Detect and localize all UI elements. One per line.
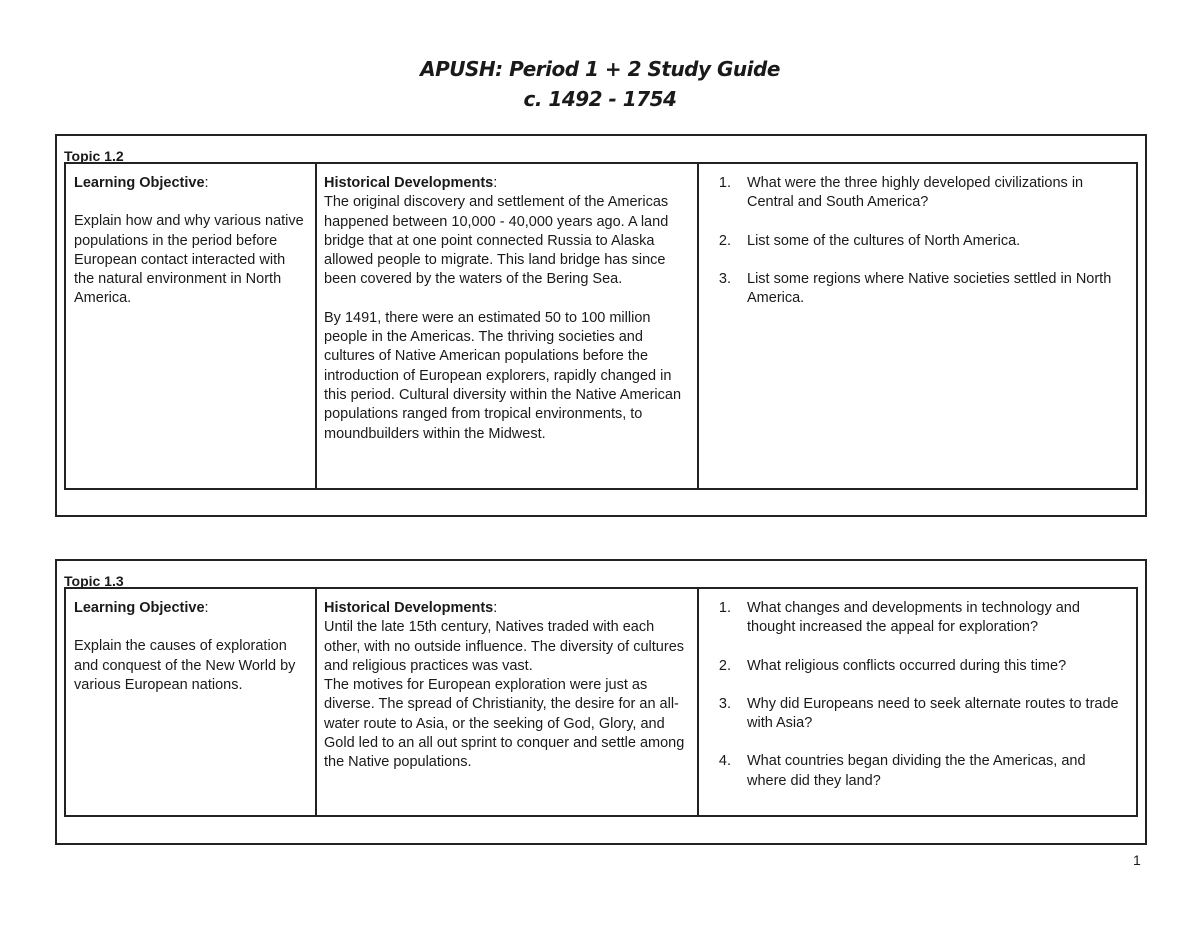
question-number: 4.	[718, 753, 731, 770]
learning-objective-heading: Learning Objective	[74, 600, 205, 616]
question-text: What changes and developments in technology and thought increased the appeal for exploration?	[747, 600, 1080, 636]
page-number: 1	[1133, 852, 1141, 868]
learning-objective-cell: Learning Objective: Explain how and why various native populations in the period before European contact interacted with the natural environment in North America.	[66, 164, 317, 488]
learning-objective-text: Explain the causes of exploration and conquest of the New World by various European nations.	[74, 638, 296, 693]
question-list	[709, 174, 1126, 308]
question-number: 3.	[718, 270, 731, 287]
question-text: What were the three highly developed civilizations in Central and South America?	[747, 175, 1084, 211]
title-line-1: APUSH: Period 1 + 2 Study Guide	[420, 57, 780, 81]
question-list	[709, 599, 1126, 791]
historical-paragraph: By 1491, there were an estimated 50 to 100 million people in the Americas. The thriving societies and cultures of Native American populations before the introduction of European explorers, rapidly changed in this period. Cultural diversity within the Native American populations ranged from tropical environments, to moundbuilders within the Midwest.	[324, 309, 682, 442]
title-line-2: c. 1492 - 1754	[523, 87, 677, 111]
historical-developments-cell: Historical Developments: Until the late 15th century, Natives traded with each other, with no outside influence. The diversity of cultures and religious practices was vast. The motives for European exploration were just as diverse. The spread of Christianity, the desire for an all-water route to Asia, or the seeking of God, Glory, and Gold led to an all out sprint to conquer and settle among the Native populations.	[317, 589, 699, 815]
question-text: List some of the cultures of North America.	[747, 232, 1021, 249]
question-number: 2.	[718, 232, 731, 249]
learning-objective-text: Explain how and why various native populations in the period before European contact interacted with the natural environment in North America.	[74, 213, 304, 307]
question-item	[709, 232, 1126, 251]
question-item	[709, 695, 1126, 734]
learning-objective-cell: Learning Objective: Explain the causes of exploration and conquest of the New World by various European nations.	[66, 589, 317, 815]
questions-cell	[699, 164, 1136, 488]
document-title	[0, 54, 1200, 114]
question-item	[709, 174, 1126, 213]
question-number: 1.	[718, 600, 731, 616]
learning-objective-heading: Learning Objective	[74, 175, 205, 191]
historical-developments-cell: Historical Developments: The original discovery and settlement of the Americas happened between 10,000 - 40,000 years ago. A land bridge that at one point connected Russia to Alaska allowed people to migrate. This land bridge has since been covered by the waters of the Bering Sea. By 1491, there were an estimated 50 to 100 million people in the Americas. The thriving societies and cultures of Native American populations before the introduction of European explorers, rapidly changed in this period. Cultural diversity within the Native American populations ranged from tropical environments, to moundbuilders within the Midwest.	[317, 164, 699, 488]
question-text: What countries began dividing the the Americas, and where did they land?	[747, 753, 1086, 789]
question-number: 1.	[718, 175, 731, 191]
question-text: Why did Europeans need to seek alternate routes to trade with Asia?	[747, 695, 1119, 732]
question-number: 2.	[718, 657, 731, 674]
questions-cell	[699, 589, 1136, 815]
topic-label: Topic 1.3	[64, 573, 124, 589]
question-text: List some regions where Native societies settled in North America.	[747, 270, 1112, 307]
historical-paragraph: The original discovery and settlement of the Americas happened between 10,000 - 40,000 years ago. A land bridge that at one point connected Russia to Alaska allowed people to migrate. This land bridge has since been covered by the waters of the Bering Sea.	[324, 194, 669, 288]
topic-table	[64, 162, 1138, 490]
question-item	[709, 657, 1126, 676]
historical-paragraph: Until the late 15th century, Natives traded with each other, with no outside influence. The diversity of cultures and religious practices was vast.	[324, 619, 685, 674]
topic-label: Topic 1.2	[64, 148, 124, 164]
question-item	[709, 752, 1126, 791]
topic-section	[55, 134, 1147, 517]
question-item	[709, 599, 1126, 638]
question-item	[709, 270, 1126, 309]
question-text: What religious conflicts occurred during this time?	[747, 657, 1067, 674]
topic-table	[64, 587, 1138, 817]
historical-developments-heading: Historical Developments	[324, 600, 494, 616]
historical-paragraph: The motives for European exploration were just as diverse. The spread of Christianity, the desire for an all-water route to Asia, or the seeking of God, Glory, and Gold led to an all out sprint to conquer and settle among the Native populations.	[324, 677, 685, 771]
topic-section	[55, 559, 1147, 845]
question-number: 3.	[718, 695, 731, 712]
historical-developments-heading: Historical Developments	[324, 175, 494, 191]
